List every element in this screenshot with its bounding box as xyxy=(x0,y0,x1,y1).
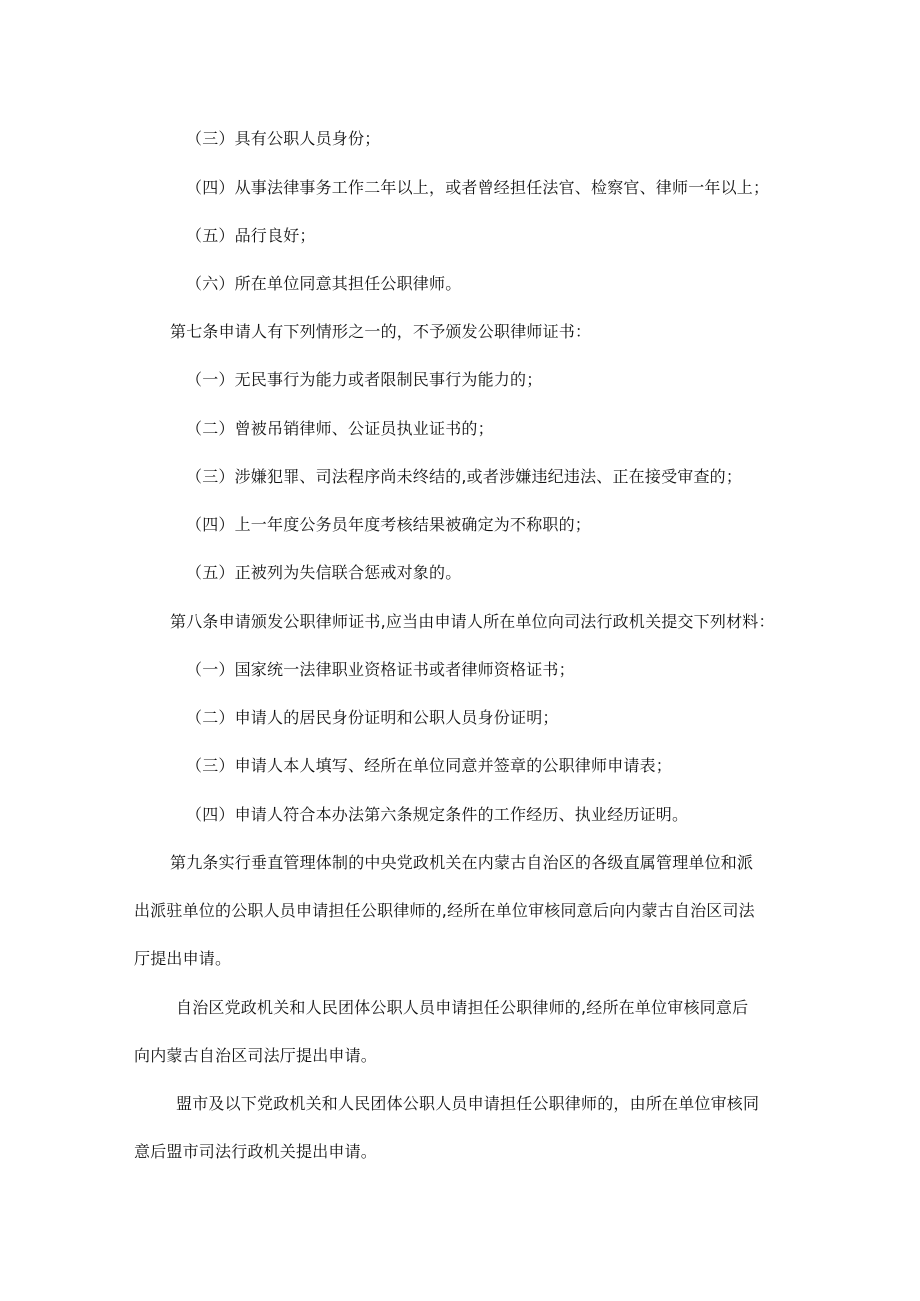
text-line: （六）所在单位同意其担任公职律师。 xyxy=(186,274,462,293)
text-line: （四）上一年度公务员年度考核结果被确定为不称职的； xyxy=(186,515,592,534)
text-line: （二）曾被吊销律师、公证员执业证书的； xyxy=(186,419,494,438)
text-line: （五）品行良好； xyxy=(186,226,316,245)
text-line: 盟市及以下党政机关和人民团体公职人员申请担任公职律师的，由所在单位审核同 xyxy=(176,1094,760,1113)
text-line: （一）无民事行为能力或者限制民事行为能力的； xyxy=(186,370,543,389)
text-line: （五）正被列为失信联合惩戒对象的。 xyxy=(186,563,462,582)
text-line: 出派驻单位的公职人员申请担任公职律师的,经所在单位审核同意后向内蒙古自治区司法 xyxy=(134,901,755,920)
text-line: 向内蒙古自治区司法厅提出申请。 xyxy=(134,1046,378,1065)
text-line: 第九条实行垂直管理体制的中央党政机关在内蒙古自治区的各级直属管理单位和派 xyxy=(170,853,754,872)
text-line: （三）涉嫌犯罪、司法程序尚未终结的,或者涉嫌违纪违法、正在接受审查的； xyxy=(186,467,743,486)
text-line: （四）申请人符合本办法第六条规定条件的工作经历、执业经历证明。 xyxy=(186,805,689,824)
text-line: （三）具有公职人员身份； xyxy=(186,129,381,148)
text-line: （四）从事法律事务工作二年以上，或者曾经担任法官、检察官、律师一年以上； xyxy=(186,178,770,197)
text-line: 第八条申请颁发公职律师证书,应当由申请人所在单位向司法行政机关提交下列材料： xyxy=(170,612,775,631)
text-line: （三）申请人本人填写、经所在单位同意并签章的公职律师申请表； xyxy=(186,756,673,775)
text-line: （一）国家统一法律职业资格证书或者律师资格证书； xyxy=(186,660,575,679)
text-line: 自治区党政机关和人民团体公职人员申请担任公职律师的,经所在单位审核同意后 xyxy=(176,998,749,1017)
text-line: 第七条申请人有下列情形之一的，不予颁发公职律师证书： xyxy=(170,322,592,341)
text-line: 意后盟市司法行政机关提出申请。 xyxy=(134,1142,378,1161)
text-line: 厅提出申请。 xyxy=(134,949,232,968)
text-line: （二）申请人的居民身份证明和公职人员身份证明； xyxy=(186,708,559,727)
